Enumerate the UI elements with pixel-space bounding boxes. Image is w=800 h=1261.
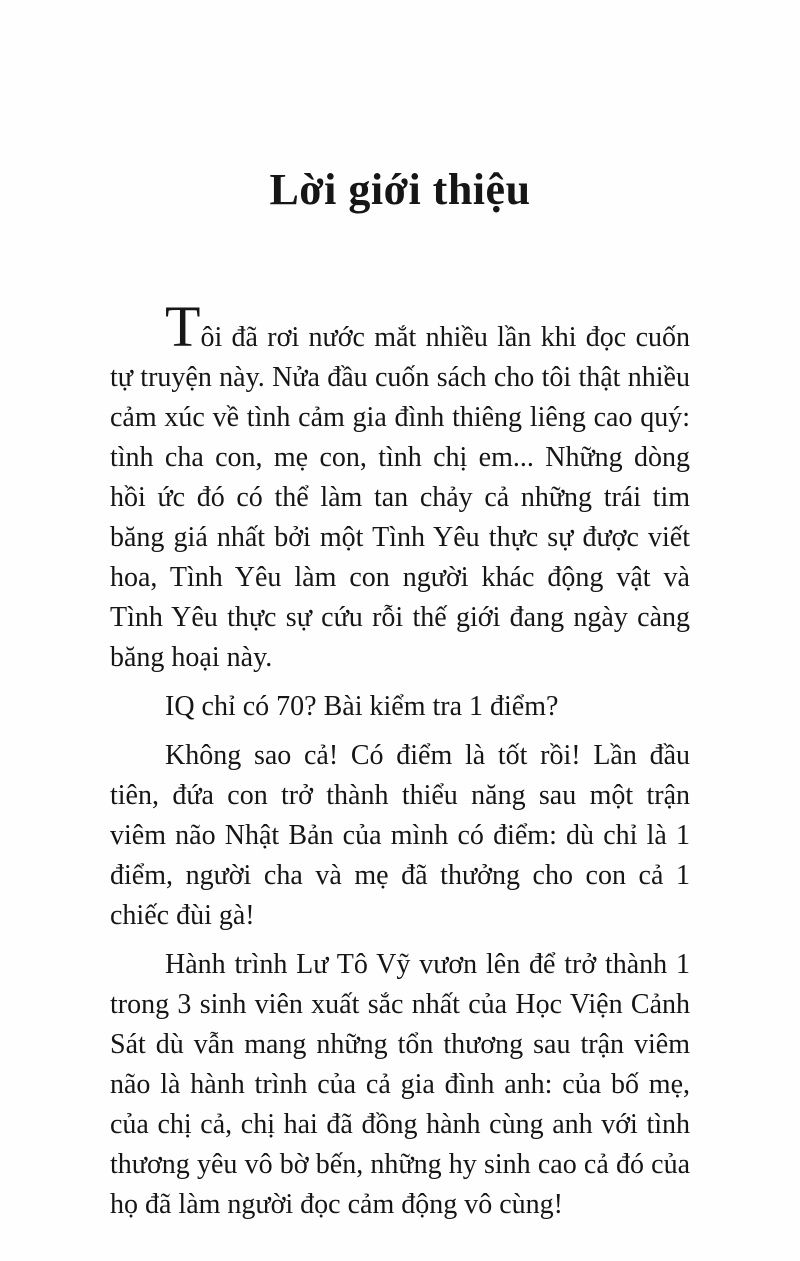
- opening-paragraph: [110, 294, 690, 678]
- opening-paragraph-text: ôi đã rơi nước mắt nhiều lần khi đọc cuốn tự truyện này. Nửa đầu cuốn sách cho tôi thật nhiều cảm xúc về tình cảm gia đình thiêng liêng cao quý: tình cha con, mẹ con, tình chị em... Những dòng hồi ức đó có thể làm tan chảy cả những trái tim băng giá nhất bởi một Tình Yêu thực sự được viết hoa, Tình Yêu làm con người khác động vật và Tình Yêu thực sự cứu rỗi thế giới đang ngày càng băng hoại này.: [110, 322, 690, 673]
- paragraph-iq-question: IQ chỉ có 70? Bài kiểm tra 1 điểm?: [165, 691, 559, 722]
- drop-cap-initial: T: [165, 294, 201, 359]
- page-title: Lời giới thiệu: [269, 165, 531, 214]
- paragraph-khong-sao-ca: Không sao cả! Có điểm là tốt rồi! Lần đầu tiên, đứa con trở thành thiểu năng sau một trận viêm não Nhật Bản của mình có điểm: dù chỉ là 1 điểm, người cha và mẹ đã thưởng cho con cả 1 chiếc đùi gà!: [110, 740, 690, 931]
- paragraph-hanh-trinh: Hành trình Lư Tô Vỹ vươn lên để trở thành 1 trong 3 sinh viên xuất sắc nhất của Học Viện Cảnh Sát dù vẫn mang những tổn thương sau trận viêm não là hành trình của cả gia đình anh: của bố mẹ, của chị cả, chị hai đã đồng hành cùng anh với tình thương yêu vô bờ bến, những hy sinh cao cả đó của họ đã làm người đọc cảm động vô cùng!: [110, 949, 690, 1220]
- page-body: [110, 294, 690, 1225]
